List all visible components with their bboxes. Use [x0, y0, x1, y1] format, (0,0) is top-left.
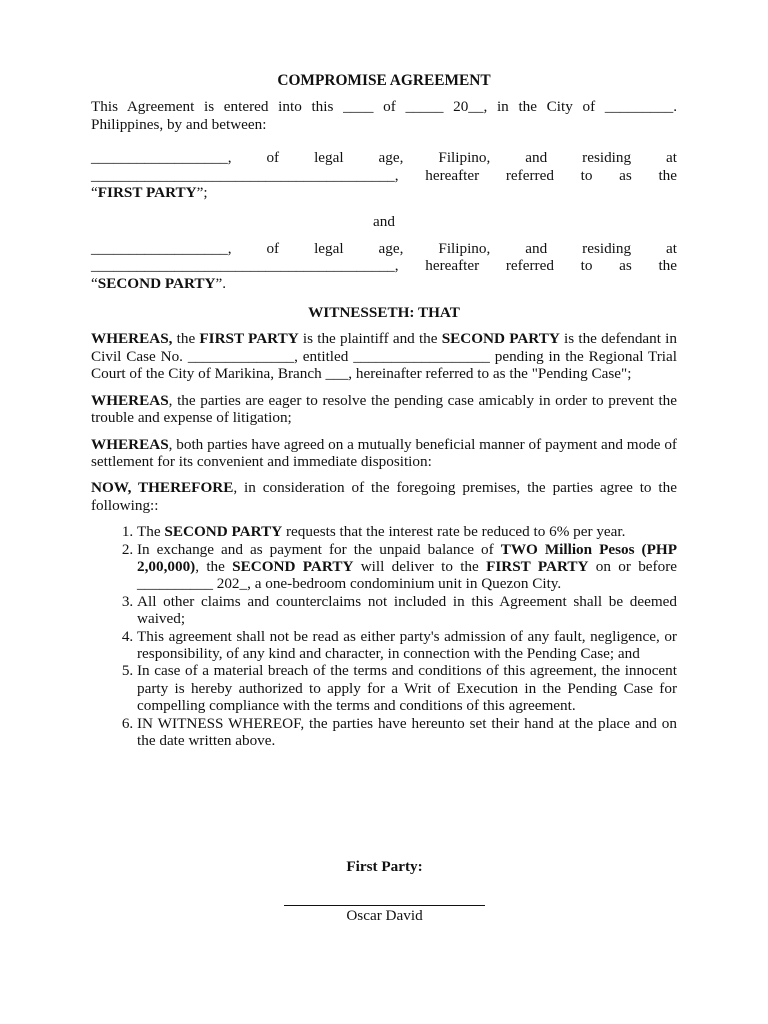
text-run: on or before __________ 202_, a one-bedroom condominium unit in Quezon City. [137, 557, 677, 593]
first-party-label: FIRST PARTY [97, 184, 197, 202]
quote-open: “ [91, 274, 98, 292]
first-party-ref: FIRST PARTY [199, 330, 299, 348]
quote-open: “ [91, 184, 98, 202]
first-party-ref: FIRST PARTY [486, 557, 589, 575]
whereas-keyword: WHEREAS [91, 391, 169, 409]
text-run: , the parties are eager to resolve the pending case amicably in order to prevent the trouble and expense of litigation; [91, 391, 677, 427]
and-separator: and [373, 213, 395, 231]
text-run: , in consideration of the foregoing premises, the parties agree to the following:: [91, 479, 677, 514]
witnesseth-text: WITNESSETH: THAT [308, 304, 460, 322]
second-party-label: SECOND PARTY [97, 274, 216, 292]
second-party-ref: SECOND PARTY [164, 523, 283, 541]
amount-ref: TWO Million Pesos (PHP 2,00,000) [137, 540, 677, 575]
whereas-keyword: WHEREAS, [91, 330, 173, 348]
signature-line [284, 905, 485, 906]
now-therefore-clause [91, 479, 677, 514]
term-item-4: 4. This agreement shall not be read as either party's admission of any fault, negligence, or responsibility, of any kind and character, in connection with the Pending Case; and [137, 628, 677, 663]
document-title: COMPROMISE AGREEMENT [277, 72, 491, 89]
first-party-block [91, 149, 677, 201]
whereas-clause-1 [91, 330, 677, 382]
second-party-ref: SECOND PARTY [232, 557, 354, 575]
witnesseth-heading [91, 304, 677, 321]
quote-close: ”. [215, 274, 227, 292]
text-run: , both parties have agreed on a mutually beneficial manner of payment and mode of settlement for its convenient and immediate disposition: [91, 435, 677, 470]
second-party-block [91, 240, 677, 292]
term-item-1 [137, 523, 677, 540]
signature-heading: First Party: [346, 858, 423, 875]
quote-close: ”; [196, 184, 208, 202]
text-run: is the defendant in Civil Case No. ______________, entitled __________________ pending in the Regional Trial Court of the City of Marikina, Branch ___, hereinafter referred to as the "Pending Case"; [91, 330, 677, 383]
text-run: In exchange and as payment for the unpaid balance of [137, 540, 501, 558]
term-item-2 [137, 541, 677, 593]
term-item-3: 3. All other claims and counterclaims not included in this Agreement shall be deemed waived; [137, 593, 677, 628]
whereas-keyword: WHEREAS [91, 435, 169, 453]
second-party-ref: SECOND PARTY [441, 330, 560, 348]
second-party-line-2: ________________________________________, hereafter referred to as the [91, 257, 677, 275]
whereas-clause-2 [91, 392, 677, 427]
first-party-line-1: __________________, of legal age, Filipino, and residing at [91, 149, 677, 167]
now-therefore-keyword: NOW, THEREFORE [91, 479, 234, 497]
intro-line-2: Philippines, by and between: [91, 115, 267, 133]
agreement-body [91, 72, 677, 749]
intro-line-1: This Agreement is entered into this ____ of _____ 20__, in the City of _________. [91, 98, 677, 116]
terms-list [91, 523, 677, 749]
text-run: will deliver to the [353, 557, 487, 575]
term-item-5: 5. In case of a material breach of the terms and conditions of this agreement, the innocent party is hereby authorized to apply for a Writ of Execution in the Pending Case for compelling compliance with the terms and conditions of this agreement. [137, 662, 677, 714]
signatory-name: Oscar David [346, 907, 423, 924]
second-party-line-3 [91, 275, 677, 292]
text-run: is the plaintiff and the [298, 330, 442, 348]
second-party-line-1: __________________, of legal age, Filipino, and residing at [91, 239, 677, 257]
first-party-line-2: ________________________________________, hereafter referred to as the [91, 166, 677, 184]
first-party-line-3 [91, 184, 677, 201]
whereas-clause-3 [91, 436, 677, 471]
text-run: , the [195, 557, 233, 575]
text-run: The [137, 523, 165, 541]
text-run: the [172, 330, 200, 348]
term-item-6: 6. IN WITNESS WHEREOF, the parties have hereunto set their hand at the place and on the date written above. [137, 715, 677, 750]
text-run: requests that the interest rate be reduced to 6% per year. [282, 523, 626, 541]
